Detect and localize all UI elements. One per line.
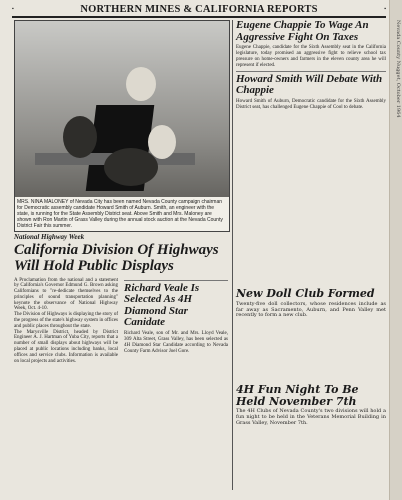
california-headline: California Division Of Highways Will Hold Public Displays [14, 242, 219, 274]
fourh-headline: 4H Fun Night To Be Held November 7th [236, 383, 359, 408]
howard-text: Howard Smith of Auburn, Democratic candidate for the Sixth Assembly District seat, has challenged Eugene Chappie of Cool to debate. [236, 99, 386, 110]
column-divider [232, 20, 233, 490]
eugene-headline: Eugene Chappie To Wage An Aggressive Fight On Taxes [236, 19, 369, 43]
photo-animal [104, 148, 158, 186]
new-doll-article [236, 288, 386, 319]
california-paragraph-3: The Marysville District, headed by District Engineer A. J. Hartman of Yuba City, reports that a number of small displays about highways will be placed at public locations including banks, local offices and service clubs. Information is available on local projects and activities. [14, 329, 118, 364]
california-paragraph-2: The Division of Highways is displaying the story of the progress of the state's highway system in offices and public places throughout the state. [14, 312, 118, 329]
eugene-text: Eugene Chappie, candidate for the Sixth Assembly seat in the California legislature, today promised an aggressive fight to relieve school tax pressure on home-owners and farmers in the eleven county area he will represent if elected. [236, 45, 386, 68]
photo-caption: MRS. NINA MALONEY of Nevada City has been named Nevada County campaign chairman for Democratic assembly candidate Howard Smith of Auburn. Smith, an engineer with the state, is running for the State Assembly District seat. Above Smith and Mrs. Maloney are shown with Ron Martin of Grass Valley during the annual stock auction at the Nevada County District Fair this summer. [15, 197, 229, 231]
howard-headline: Howard Smith Will Debate With Chappie [236, 72, 383, 97]
photo-person-3 [148, 125, 176, 159]
richard-rule [124, 280, 228, 281]
national-section-label: National Highway Week [14, 233, 85, 241]
richard-headline: Richard Veale Is Selected As 4H Diamond Star Canidate [124, 281, 200, 329]
masthead-title: NORTHERN MINES & CALIFORNIA REPORTS [80, 3, 318, 15]
fourh-text: The 4H Clubs of Nevada County's two divisions will hold a fun night to be held in the Veterans Memorial Building in Grass Valley, November 7th. [236, 408, 386, 426]
photo-person-2 [63, 116, 97, 158]
masthead [12, 2, 386, 18]
featured-photo [14, 20, 230, 232]
side-strip [389, 0, 402, 500]
richard-column [124, 278, 228, 365]
photo-person-1 [126, 67, 156, 101]
new-doll-headline: New Doll Club Formed [236, 287, 375, 300]
fourh-article [236, 384, 386, 427]
california-paragraph-1: A Proclamation from the national and a statement by California's Governor Edmund G. Brown asking Californians to "re-dedicate themselves to the principles of sound transportation planning" keynote the observance of National Highway Week, Oct. 4-10. [14, 277, 118, 312]
california-column-1 [14, 278, 118, 365]
masthead-left-mark: ▪ [12, 6, 14, 12]
california-article [14, 233, 228, 364]
masthead-right-mark: ▪ [384, 6, 386, 12]
richard-text: Richard Veale, son of Mr. and Mrs. Lloyd Veale, 309 Alta Street, Grass Valley, has been selected as 4H Diamond Star Candidate according to Nevada County Farm Advisor Joel Gore. [124, 331, 228, 354]
eugene-rule [236, 71, 386, 72]
new-doll-text: Twenty-five doll collectors, whose residences include as far away as Sacramento, Auburn, and Penn Valley met recently to form a new club. [236, 300, 386, 319]
eugene-article [236, 20, 386, 111]
california-columns [14, 278, 228, 365]
side-strip-label: Nevada County Nugget, October 1964 [395, 20, 401, 118]
